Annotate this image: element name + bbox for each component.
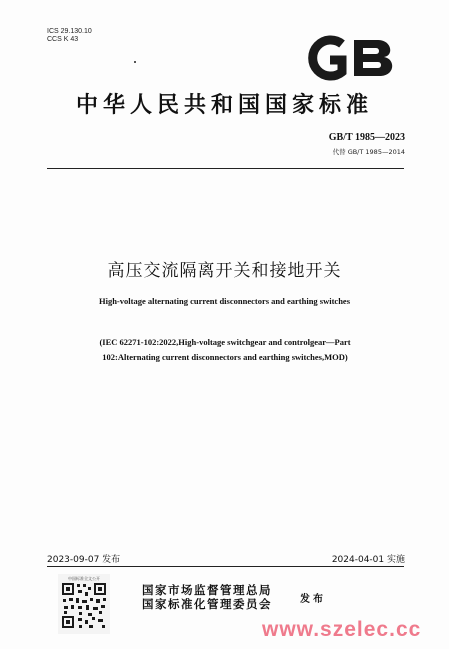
ccs-code: CCS K 43 [47,36,79,43]
gb-logo [300,34,400,82]
footer-divider [47,566,404,567]
iec-equivalence [50,335,400,365]
issuer-sac: 国家标准化管理委员会 [142,597,272,611]
qr-code[interactable] [58,574,110,634]
scan-speck [134,61,136,63]
header-divider [47,168,404,169]
ics-code: ICS 29.130.10 [47,28,92,35]
classification-codes [47,28,92,44]
standard-number: GB/T 1985—2023 [328,132,405,143]
publish-date: 2023-09-07 发布 [47,555,121,565]
document-title-cn: 高压交流隔离开关和接地开关 [107,261,342,281]
national-standard-title: 中华人民共和国国家标准 [75,93,373,118]
document-title-en: High-voltage alternating current disconnectors and earthing switches [98,296,351,306]
website-watermark: www.szelec.cc [262,618,422,641]
iec-line-1: (IEC 62271-102:2022,High-voltage switchgear and controlgear—Part [99,337,351,347]
qr-caption: 中国标准全文公开 [68,576,100,581]
replaces-standard: 代替 GB/T 1985—2014 [332,148,405,156]
issuer-samr: 国家市场监督管理总局 [142,583,272,597]
iec-line-2: 102:Alternating current disconnectors and earthing switches,MOD) [102,352,348,362]
issue-verb: 发布 [300,594,326,605]
implement-date: 2024-04-01 实施 [331,555,405,565]
issuing-authorities [142,583,272,611]
gb-logo-text: GB [300,34,302,35]
